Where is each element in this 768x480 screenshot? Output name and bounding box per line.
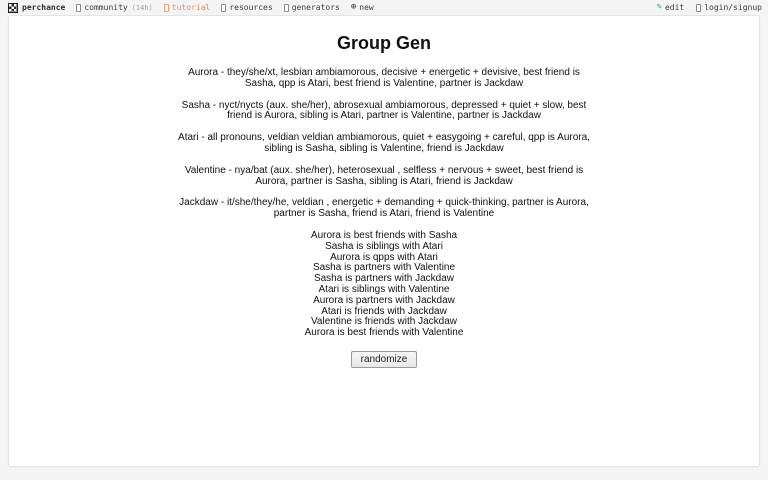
relationship-line: Valentine is friends with Jackdaw xyxy=(311,316,457,328)
user-doc-icon xyxy=(696,4,701,12)
community-count-badge: (14h) xyxy=(131,3,153,12)
character-description-sasha: Sasha - nyct/nycts (aux. she/her), abrosexual ambiamorous, depressed + quiet + slow, best friend is Aurora, sibling is Atari, partner is Valentine, partner is Jackdaw xyxy=(181,99,587,122)
document-icon xyxy=(164,4,169,12)
randomize-button[interactable]: randomize xyxy=(351,351,418,368)
login-signup-label: login/signup xyxy=(704,3,762,12)
relationship-line: Aurora is best friends with Sasha xyxy=(310,229,458,241)
document-icon xyxy=(221,4,226,12)
character-description-valentine: Valentine - nya/bat (aux. she/her), heterosexual , selfless + nervous + sweet, best friend is Aurora, partner is Sasha, sibling is Atari, friend is Jackdaw xyxy=(184,164,584,187)
character-description-aurora: Aurora - they/she/xt, lesbian ambiamorous, decisive + energetic + devisive, best friend is Sasha, qpp is Atari, best friend is Valentine, partner is Jackdaw xyxy=(188,67,580,89)
relationship-line: Sasha is partners with Valentine xyxy=(312,262,456,274)
nav-item-label: generators xyxy=(291,3,340,12)
character-description-jackdaw: Jackdaw - it/she/they/he, veldian , energetic + demanding + quick-thinking, partner is Aurora, partner is Sasha, friend is Atari, friend is Valentine xyxy=(179,197,589,220)
relationship-line: Aurora is best friends with Valentine xyxy=(304,327,464,339)
nav-item-label: resources xyxy=(229,3,273,12)
page-title: Group Gen xyxy=(337,33,431,53)
document-icon xyxy=(76,4,81,12)
edit-link[interactable] xyxy=(657,3,685,12)
brand-label: perchance xyxy=(22,3,66,12)
nav-item-new[interactable] xyxy=(351,3,374,12)
relationship-line: Aurora is qpps with Atari xyxy=(330,251,438,263)
relationship-list xyxy=(178,231,590,339)
pencil-icon: ✎ xyxy=(656,2,662,12)
edit-label: edit xyxy=(664,3,685,12)
nav-item-community[interactable] xyxy=(76,3,152,12)
top-navigation-bar xyxy=(0,0,768,15)
character-description-atari: Atari - all pronouns, veldian veldian ambiamorous, quiet + easygoing + careful, qpp is Aurora, sibling is Sasha, sibling is Valentine, friend is Jackdaw xyxy=(178,132,590,154)
nav-item-label: new xyxy=(359,3,374,12)
relationship-line: Aurora is partners with Jackdaw xyxy=(313,294,455,306)
relationship-line: Atari is friends with Jackdaw xyxy=(321,305,447,317)
nav-item-tutorial[interactable] xyxy=(164,3,211,12)
perchance-logo-icon xyxy=(8,3,18,13)
nav-item-resources[interactable] xyxy=(221,3,272,12)
document-icon xyxy=(284,4,289,12)
circle-plus-icon: ⊕ xyxy=(350,2,357,12)
nav-item-label: community xyxy=(84,3,128,12)
generator-content-card xyxy=(8,15,760,467)
randomize-button-row xyxy=(178,351,590,368)
relationship-line: Sasha is siblings with Atari xyxy=(325,240,443,252)
relationship-line: Sasha is partners with Jackdaw xyxy=(313,273,455,285)
nav-item-label: tutorial xyxy=(171,3,211,12)
perchance-brand[interactable] xyxy=(8,3,65,13)
generator-output xyxy=(178,68,590,368)
login-signup-link[interactable] xyxy=(696,3,762,12)
nav-item-generators[interactable] xyxy=(284,3,340,12)
relationship-line: Atari is siblings with Valentine xyxy=(318,283,450,295)
